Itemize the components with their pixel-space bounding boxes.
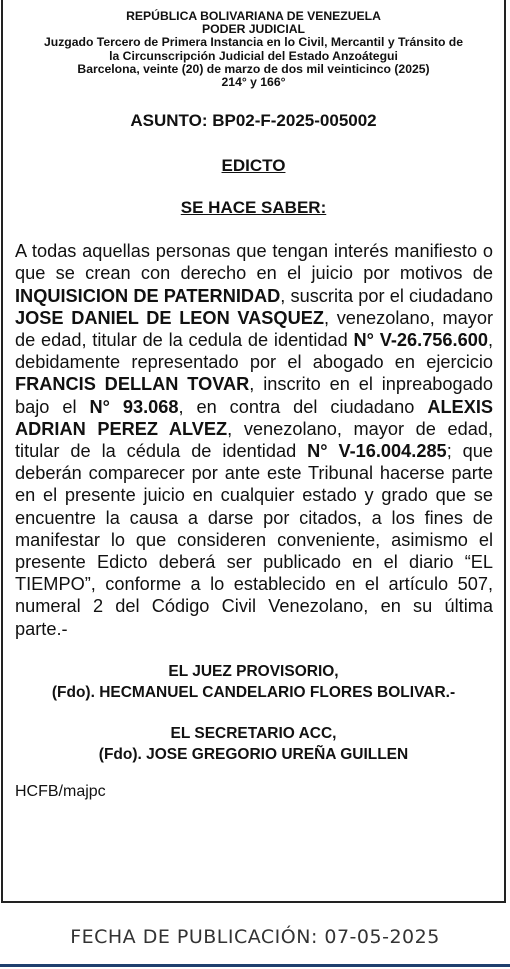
- body-bold-defendant: ALEXIS ADRIAN PEREZ ALVEZ: [15, 396, 494, 439]
- secretary-title: EL SECRETARIO ACC,: [170, 724, 337, 742]
- body-text-4: , debidamente representado por el abogado en ejercicio: [15, 330, 493, 373]
- publication-date: FECHA DE PUBLICACIÓN: 07-05-2025: [70, 926, 440, 948]
- body-text-3: , venezolano, mayor de edad, titular de la cedula de identidad: [15, 307, 493, 351]
- body-text-6: , en contra del ciudadano: [178, 396, 428, 417]
- body-bold-case-type: INQUISICION DE PATERNIDAD: [15, 285, 281, 306]
- body-bold-plaintiff-id: N° V-26.756.600: [353, 330, 488, 351]
- judge-title: EL JUEZ PROVISORIO,: [168, 662, 339, 680]
- initials: HCFB/majpc: [15, 782, 106, 800]
- header-line-circumscription: la Circunscripción Judicial del Estado Anzoátegui: [109, 48, 398, 63]
- header-line-court: Juzgado Tercero de Primera Instancia en lo Civil, Mercantil y Tránsito de: [43, 35, 463, 50]
- judge-signature: [3, 661, 504, 703]
- court-header: [3, 0, 504, 89]
- body-bold-plaintiff: JOSE DANIEL DE LEON VASQUEZ: [15, 307, 324, 328]
- document-subtitle: SE HACE SABER:: [180, 198, 327, 218]
- body-text-2: , suscrita por el ciudadano: [280, 285, 493, 306]
- edict-body: [15, 240, 493, 640]
- document-title: EDICTO: [221, 156, 286, 176]
- bottom-accent-line: [0, 964, 510, 967]
- body-bold-lawyer: FRANCIS DELLAN TOVAR: [15, 374, 250, 395]
- case-number: ASUNTO: BP02-F-2025-005002: [130, 111, 377, 131]
- body-text-1: A todas aquellas personas que tengan interés manifiesto o que se crean con derecho en el juicio por motivos de: [15, 241, 493, 284]
- secretary-name: (Fdo). JOSE GREGORIO UREÑA GUILLEN: [98, 745, 409, 763]
- body-text-8: ; que deberán comparecer por ante este Tribunal hacerse parte en el presente juicio en cualquier estado y grado que se encuentre la causa a darse por citados, a los fines de manifestar lo que consideren conveniente, asimismo el presente Edicto deberá ser publicado en el diario “EL TIEMPO”, conforme a lo establecido en el artículo 507, numeral 2 del Código Civil Venezolano, en su última parte.-: [15, 441, 494, 639]
- header-line-years: 214° y 166°: [221, 75, 286, 90]
- judge-name: (Fdo). HECMANUEL CANDELARIO FLORES BOLIVAR.-: [51, 683, 456, 701]
- header-line-republic: REPÚBLICA BOLIVARIANA DE VENEZUELA: [126, 9, 381, 23]
- edict-frame: [1, 0, 506, 903]
- body-bold-inpre: N° 93.068: [89, 396, 179, 417]
- secretary-signature: [3, 723, 504, 765]
- header-line-date: Barcelona, veinte (20) de marzo de dos mil veinticinco (2025): [77, 61, 430, 76]
- header-line-judiciary: PODER JUDICIAL: [202, 22, 305, 37]
- body-bold-defendant-id: N° V-16.004.285: [307, 441, 447, 462]
- body-text-7: , venezolano, mayor de edad, titular de la cédula de identidad: [15, 418, 493, 462]
- body-text-5: , inscrito en el inpreabogado bajo el: [15, 374, 493, 417]
